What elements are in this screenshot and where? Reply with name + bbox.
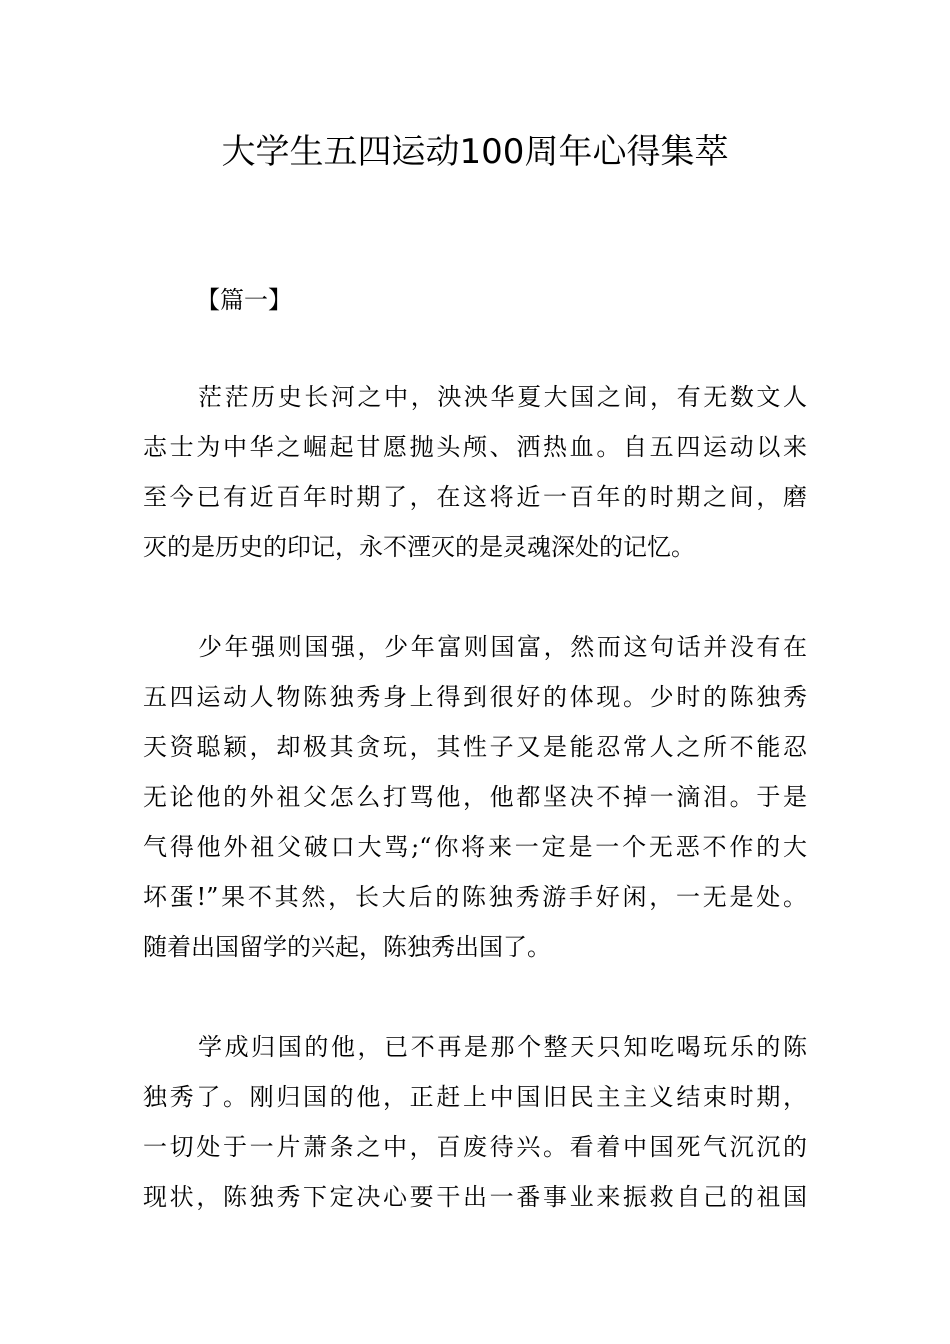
paragraph-line: 独秀了。刚归国的他，正赶上中国旧民主主义结束时期，	[143, 1083, 807, 1111]
paragraph-line: 气得他外祖父破口大骂;“你将来一定是一个无恶不作的大	[143, 833, 807, 861]
document-title: 大学生五四运动100周年心得集萃	[221, 132, 729, 172]
paragraph-line: 坏蛋!”果不其然，长大后的陈独秀游手好闲，一无是处。	[143, 883, 807, 911]
paragraph-line: 无论他的外祖父怎么打骂他，他都坚决不掉一滴泪。于是	[143, 783, 807, 811]
paragraph-line: 至今已有近百年时期了，在这将近一百年的时期之间，磨	[143, 483, 807, 511]
paragraph-3	[143, 1022, 807, 1222]
paragraph-1	[143, 372, 807, 572]
paragraph-line: 随着出国留学的兴起，陈独秀出国了。	[143, 933, 551, 961]
paragraph-2	[143, 622, 807, 972]
section-label: 【篇一】	[196, 286, 292, 314]
paragraph-line: 茫茫历史长河之中，泱泱华夏大国之间，有无数文人	[198, 383, 807, 411]
paragraph-line: 少年强则国强，少年富则国富，然而这句话并没有在	[198, 633, 807, 661]
paragraph-line: 一切处于一片萧条之中，百废待兴。看着中国死气沉沉的	[143, 1133, 807, 1161]
paragraph-line: 志士为中华之崛起甘愿抛头颅、洒热血。自五四运动以来	[143, 433, 807, 461]
paragraph-line: 灭的是历史的印记，永不湮灭的是灵魂深处的记忆。	[143, 533, 695, 561]
paragraph-line: 五四运动人物陈独秀身上得到很好的体现。少时的陈独秀	[143, 683, 807, 711]
paragraph-line: 学成归国的他，已不再是那个整天只知吃喝玩乐的陈	[198, 1033, 807, 1061]
paragraph-line: 现状，陈独秀下定决心要干出一番事业来振救自己的祖国	[143, 1183, 807, 1211]
paragraph-line: 天资聪颖，却极其贪玩，其性子又是能忍常人之所不能忍	[143, 733, 807, 761]
